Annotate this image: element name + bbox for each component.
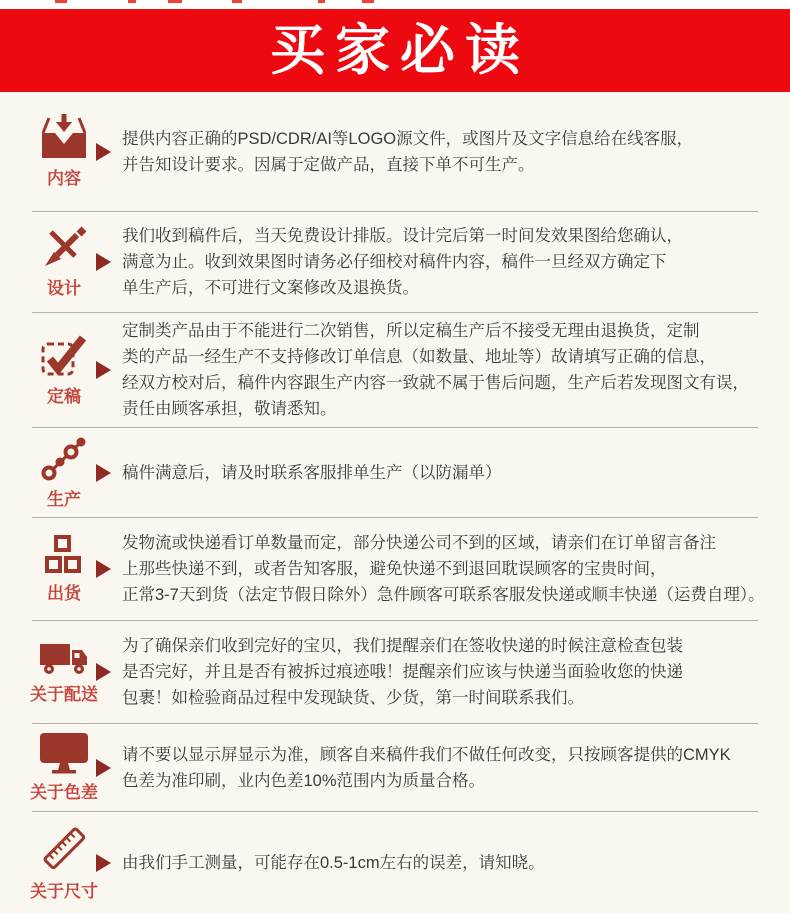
final-draft-badge	[32, 334, 96, 407]
text-line: 满意为止。收到效果图时请务必仔细校对稿件内容，稿件一旦经双方确定下	[122, 253, 667, 271]
header-banner	[0, 9, 790, 92]
text-line: 提供内容正确的PSD/CDR/AI等LOGO源文件，或图片及文字信息给在线客服，	[122, 129, 694, 148]
section-size	[32, 812, 758, 913]
text-line: 上那些快递不到，或者告知客服，避免快递不到退回耽误顾客的宝贵时间，	[122, 560, 667, 578]
section-label: 生产	[47, 490, 81, 509]
section-text	[122, 633, 683, 711]
shipping-badge	[32, 535, 96, 604]
section-text	[122, 850, 545, 876]
right-arrow-icon	[96, 759, 111, 777]
section-shipping	[32, 518, 765, 621]
process-nodes-icon	[41, 435, 87, 481]
red-speck	[232, 0, 242, 3]
delivery-badge	[32, 640, 96, 705]
section-text	[122, 742, 731, 794]
section-text	[122, 223, 683, 301]
section-label: 关于尺寸	[30, 882, 98, 901]
text-line: 并告知设计要求。因属于定做产品，直接下单不可生产。	[122, 155, 535, 174]
right-arrow-icon	[96, 143, 111, 161]
text-line: 定制类产品由于不能进行二次销售，所以定稿生产后不接受无理由退换货，定制	[122, 322, 700, 340]
section-label: 出货	[47, 583, 81, 603]
text-line: 稿件满意后，请及时联系客服排单生产（以防漏单）	[122, 463, 502, 482]
checkbox-check-icon	[40, 334, 88, 378]
design-badge	[32, 226, 96, 299]
section-text	[122, 126, 693, 178]
text-line: 责任由顾客承担，敬请悉知。	[122, 400, 337, 418]
section-final-draft	[32, 313, 758, 428]
top-edge-artifacts	[0, 0, 790, 9]
red-speck	[318, 0, 325, 3]
page-title: 买家必读	[269, 18, 530, 82]
section-delivery	[32, 621, 758, 724]
text-line: 类的产品一经生产不支持修改订单信息（如数量、地址等）故请填写正确的信息，	[122, 348, 716, 366]
text-line: 为了确保亲们收到完好的宝贝，我们提醒亲们在签收快递的时候注意检查包装	[122, 637, 683, 655]
section-text	[122, 530, 765, 608]
red-speck	[168, 0, 182, 3]
text-line: 发物流或快递看订单数量而定，部分快递公司不到的区域，请亲们在订单留言备注	[122, 534, 716, 552]
size-badge	[32, 823, 96, 902]
section-production	[32, 428, 758, 518]
red-speck	[55, 0, 67, 3]
section-label: 内容	[47, 169, 81, 188]
section-label: 关于配送	[30, 684, 98, 704]
text-line: 我们收到稿件后，当天免费设计排版。设计完后第一时间发效果图给您确认，	[122, 227, 683, 245]
red-speck	[128, 0, 136, 3]
packages-icon	[44, 535, 84, 575]
section-text	[122, 318, 749, 422]
section-text	[122, 460, 502, 486]
production-badge	[32, 435, 96, 510]
content-badge	[32, 114, 96, 189]
right-arrow-icon	[96, 361, 111, 379]
text-line: 经双方校对后，稿件内容跟生产内容一致就不属于售后问题，生产后若发现图文有误，	[122, 374, 749, 392]
text-line: 由我们手工测量，可能存在0.5-1cm左右的误差，请知晓。	[122, 853, 545, 872]
ruler-icon	[39, 823, 89, 873]
right-arrow-icon	[96, 854, 111, 872]
delivery-truck-icon	[39, 640, 89, 676]
text-line: 正常3-7天到货（法定节假日除外）急件顾客可联系客服发快递或顺丰快递（运费自理）。	[122, 586, 765, 604]
section-label: 关于色差	[30, 783, 98, 802]
text-line: 包裹！如检验商品过程中发现缺货、少货，第一时间联系我们。	[122, 689, 584, 707]
text-line: 请不要以显示屏显示为准，顾客自来稿件我们不做任何改变，只按顾客提供的CMYK	[122, 745, 731, 764]
right-arrow-icon	[96, 663, 111, 681]
text-line: 色差为准印刷，业内色差10%范围内为质量合格。	[122, 771, 486, 790]
text-line: 是否完好，并且是否有被拆过痕迹哦！提醒亲们应该与快递当面验收您的快递	[122, 663, 683, 681]
section-color-difference	[32, 724, 758, 812]
red-speck	[362, 0, 374, 3]
text-line: 单生产后，不可进行文案修改及退换货。	[122, 279, 419, 297]
inbox-download-icon	[40, 114, 88, 160]
right-arrow-icon	[96, 253, 111, 271]
section-design	[32, 212, 758, 313]
color-difference-badge	[32, 732, 96, 803]
pen-design-icon	[41, 226, 87, 270]
section-label: 设计	[47, 278, 81, 298]
section-label: 定稿	[47, 386, 81, 406]
monitor-icon	[39, 732, 89, 774]
right-arrow-icon	[96, 464, 111, 482]
right-arrow-icon	[96, 560, 111, 578]
section-content	[32, 92, 758, 212]
